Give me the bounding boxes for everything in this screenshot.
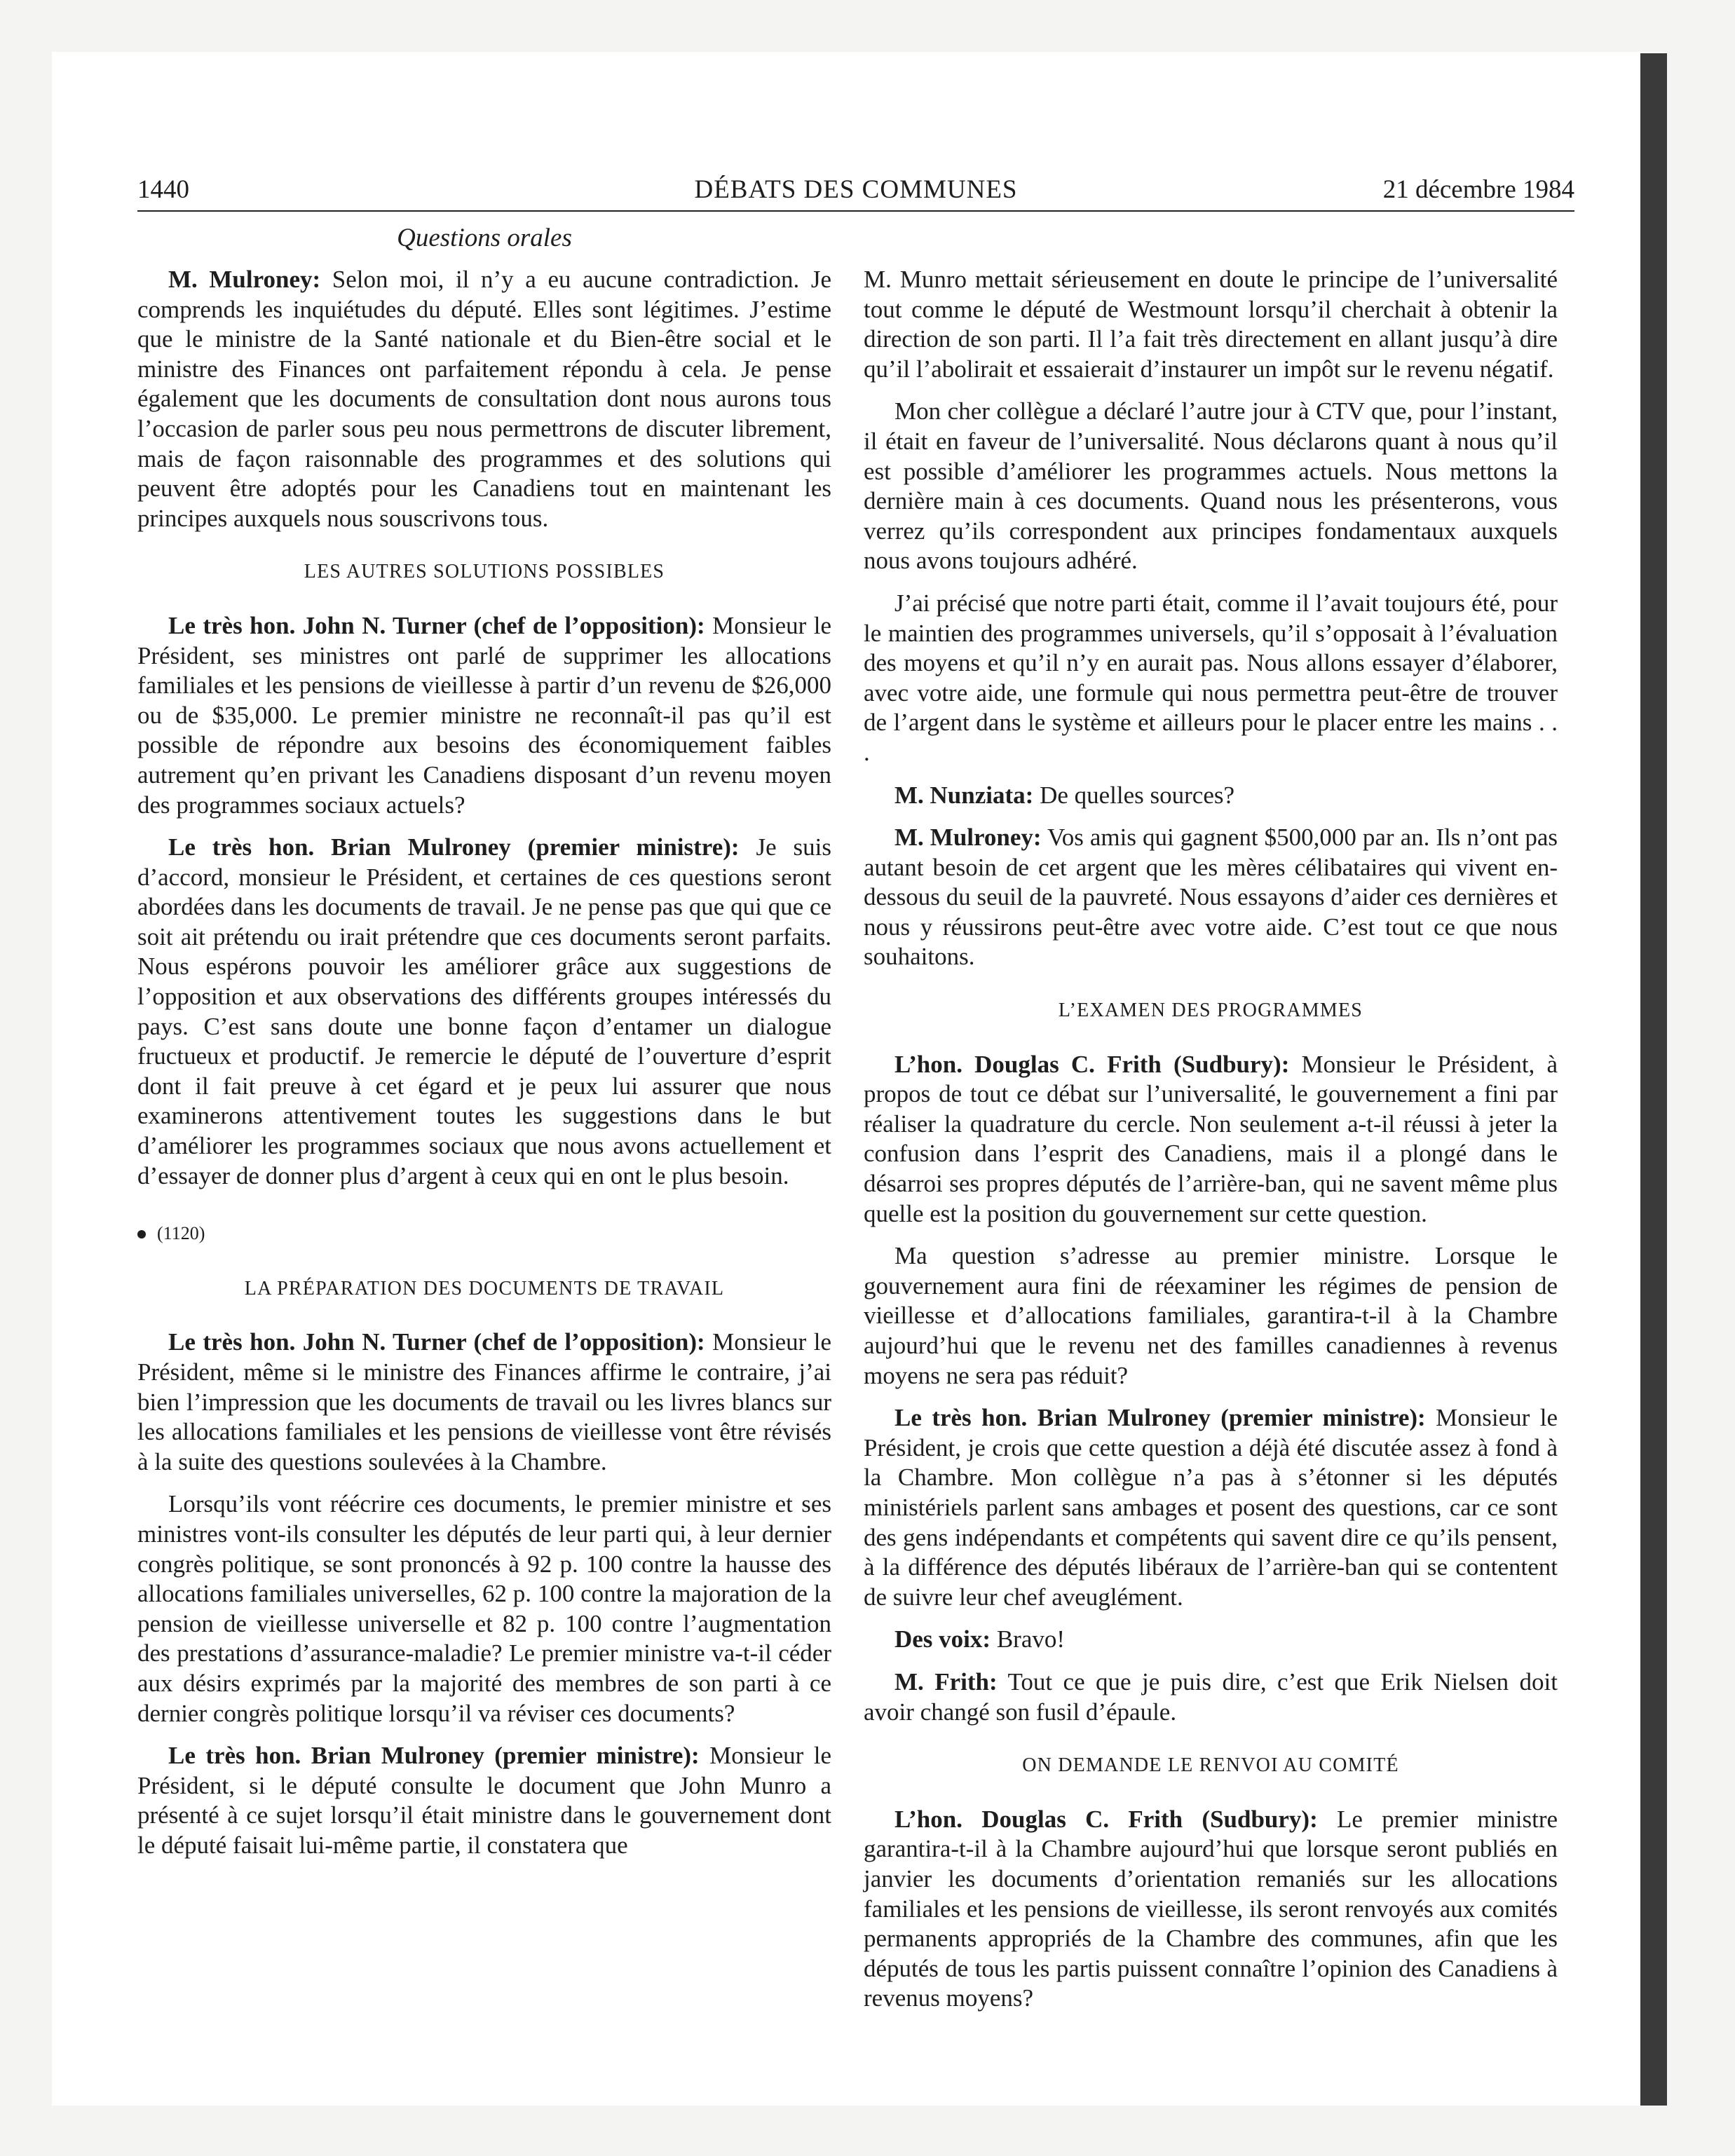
speech-text: Bravo! (991, 1625, 1066, 1653)
page-number: 1440 (137, 175, 189, 204)
page-date: 21 décembre 1984 (1382, 175, 1574, 204)
speaker-name: L’hon. Douglas C. Frith (Sudbury): (894, 1050, 1290, 1078)
bullet-icon (137, 1230, 146, 1239)
speaker-name: M. Frith: (894, 1667, 998, 1696)
paragraph (864, 1667, 1558, 1727)
speaker-name: Le très hon. John N. Turner (chef de l’opposition): (168, 611, 705, 639)
paragraph (864, 1050, 1558, 1229)
paragraph (864, 1403, 1558, 1612)
paragraph: Lorsqu’ils vont réécrire ces documents, le premier ministre et ses ministres vont-ils consulter les députés de leur parti qui, à leur dernier congrès politique, se sont prononcés à 92 p. 100 contre la hausse des allocations familiales universelles, 62 p. 100 contre la majoration de la pension de vieillesse universelle et 82 p. 100 contre l’augmentation des prestations d’assurance-maladie? Le premier ministre va-t-il céder aux désirs exprimés par la majorité des membres de son parti à ce dernier congrès politique lorsqu’il va réviser ces documents? (137, 1490, 831, 1727)
right-column (864, 265, 1558, 2026)
speech-text: Le premier ministre garantira-t-il à la Chambre aujourd’hui que lorsque seront publiés en janvier les documents d’orientation remaniés sur les allocations familiales et les pensions de vieillesse, ils seront renvoyés aux comités permanents appropriés de la Chambre des communes, afin que les députés de tous les partis puissent connaître l’opinion des Canadiens à revenus moyens? (864, 1805, 1558, 2012)
paragraph (864, 823, 1558, 972)
left-column (137, 265, 831, 1874)
subheading: LES AUTRES SOLUTIONS POSSIBLES (304, 561, 665, 583)
speaker-name: Le très hon. Brian Mulroney (premier ministre): (894, 1404, 1426, 1432)
subheading: LA PRÉPARATION DES DOCUMENTS DE TRAVAIL (244, 1277, 725, 1299)
paragraph (137, 1328, 831, 1477)
speaker-name: L’hon. Douglas C. Frith (Sudbury): (894, 1805, 1318, 1833)
speech-text: Monsieur le Président, à propos de tout ce débat sur l’universalité, le gouvernement a fini par réaliser la quadrature du cercle. Non seulement a-t-il réussi à jeter la confusion dans l’esprit des Canadiens, mais il a plongé dans le désarroi ses propres députés de l’arrière-ban, qui ne savent même plus quelle est la position du gouvernement sur cette question. (864, 1050, 1558, 1227)
paragraph: Mon cher collègue a déclaré l’autre jour à CTV que, pour l’instant, il était en faveur de l’universalité. Nous déclarons quant à nous qu’il est possible d’améliorer les programmes actuels. Nous mettons la dernière main à ces documents. Quand nous les présenterons, vous verrez qu’ils correspondent aux principes fondamentaux auxquels nous avons toujours adhéré. (864, 397, 1558, 575)
paragraph (137, 611, 831, 820)
paragraph: Ma question s’adresse au premier ministre. Lorsque le gouvernement aura fini de réexaminer les régimes de pension de vieillesse et d’allocations familiales, garantira-t-il à la Chambre aujourd’hui que le revenu net des familles canadiennes à revenus moyens ne sera pas réduit? (864, 1242, 1558, 1389)
speech-text: Monsieur le Président, si le député consulte le document que John Munro a présenté à ce sujet lorsqu’il était ministre dans le gouvernement dont le député faisait lui-même partie, il constatera que (137, 1742, 831, 1859)
running-header (137, 168, 1574, 212)
speaker-name: Le très hon. Brian Mulroney (premier ministre): (168, 833, 740, 861)
paragraph (864, 781, 1558, 811)
speech-text: Monsieur le Président, même si le ministre des Finances affirme le contraire, j’ai bien l’impression que les documents de travail ou les livres blancs sur les allocations familiales et les pensions de vieillesse vont être révisés à la suite des questions soulevées à la Chambre. (137, 1328, 832, 1475)
paragraph (864, 1625, 1558, 1655)
subheading: L’EXAMEN DES PROGRAMMES (1058, 999, 1363, 1022)
publication-title: DÉBATS DES COMMUNES (694, 175, 1018, 204)
speaker-name: Le très hon. Brian Mulroney (premier ministre): (168, 1742, 700, 1770)
paragraph (864, 1805, 1558, 2014)
speech-text: Tout ce que je puis dire, c’est que Erik Nielsen doit avoir changé son fusil d’épaule. (864, 1667, 1558, 1726)
speech-text: Selon moi, il n’y a eu aucune contradiction. Je comprends les inquiétudes du député. Elles sont légitimes. J’estime que le ministre de la Santé nationale et du Bien-être social et le ministre des Finances ont parfaitement répondu à cela. Je pense également que les documents de consultation dont nous aurons tous l’occasion de parler sous peu nous permettrons de discuter librement, mais de façon raisonnable des programmes et des solutions qui peuvent être adoptés pour les Canadiens tout en maintenant les principes auxquels nous souscrivons tous. (137, 266, 831, 532)
speech-text: Monsieur le Président, ses ministres ont parlé de supprimer les allocations familiales et les pensions de vieillesse à partir d’un revenu de $26,000 ou de $35,000. Le premier ministre ne reconnaît-il pas qu’il est possible de répondre aux besoins des économiquement faibles autrement qu’en privant les Canadiens disposant d’un revenu moyen des programmes sociaux actuels? (137, 611, 832, 819)
paragraph (137, 833, 831, 1191)
scan-edge-shadow (1640, 53, 1667, 2106)
speaker-name: M. Mulroney: (894, 824, 1042, 852)
speech-text: Je suis d’accord, monsieur le Président, et certaines de ces questions seront abordées dans les documents de travail. Je ne pense pas que qui que ce soit ait prétendu ou irait prétendre que ces documents seront parfaits. Nous espérons pouvoir les améliorer grâce aux suggestions de l’opposition et aux observations des différents groupes intéressés du pays. C’est sans doute une bonne façon d’entamer un dialogue fructueux et productif. Je remercie le député de l’ouverture d’esprit dont il fait preuve à cet égard et je peux lui assurer que nous examinerons attentivement toutes les suggestions dans le but d’améliorer les programmes sociaux que nous avons actuellement et d’essayer de donner plus d’argent à ceux qui en ont le plus besoin. (137, 833, 831, 1189)
section-label: Questions orales (397, 224, 572, 252)
speaker-name: M. Nunziata: (894, 781, 1034, 809)
subheading: ON DEMANDE LE RENVOI AU COMITÉ (1022, 1754, 1399, 1777)
speech-text: De quelles sources? (1033, 781, 1235, 809)
speaker-name: Des voix: (894, 1625, 991, 1653)
time-marker (137, 1219, 831, 1249)
paragraph (137, 265, 831, 533)
time-marker-text: (1120) (157, 1223, 205, 1244)
paragraph-continued: M. Munro mettait sérieusement en doute le principe de l’universalité tout comme le député de Westmount lorsqu’il cherchait à obtenir la direction de son parti. Il l’a fait très directement en allant jusqu’à dire qu’il l’abolirait et essaierait d’instaurer un impôt sur le revenu négatif. (864, 266, 1558, 383)
speaker-name: M. Mulroney: (168, 266, 321, 293)
speech-text: Vos amis qui gagnent $500,000 par an. Ils n’ont pas autant besoin de cet argent que les mères célibataires qui vivent en-dessous du seuil de la pauvreté. Nous essayons d’aider ces dernières et nous y réussirons peut-être avec votre aide. C’est tout ce que nous souhaitons. (864, 824, 1558, 971)
speech-text: Monsieur le Président, je crois que cette question a déjà été discutée assez à fond à la Chambre. Mon collègue n’a pas à s’étonner si les députés ministériels parlent sans ambages et posent des questions, car ce sont des gens indépendants et compétents qui savent dire ce qu’ils pensent, à la différence des députés libéraux de l’arrière-ban qui se contentent de suivre leur chef aveuglément. (864, 1404, 1558, 1611)
paragraph: J’ai précisé que notre parti était, comme il l’avait toujours été, pour le maintien des programmes universels, qu’il s’opposait à l’évaluation des moyens et qu’il n’y en aurait pas. Nous allons essayer d’élaborer, avec votre aide, une formule qui nous permettra peut-être de trouver de l’argent dans le système et ailleurs pour le placer entre les mains . . . (864, 589, 1558, 766)
paragraph (137, 1741, 831, 1860)
speaker-name: Le très hon. John N. Turner (chef de l’opposition): (168, 1328, 705, 1356)
